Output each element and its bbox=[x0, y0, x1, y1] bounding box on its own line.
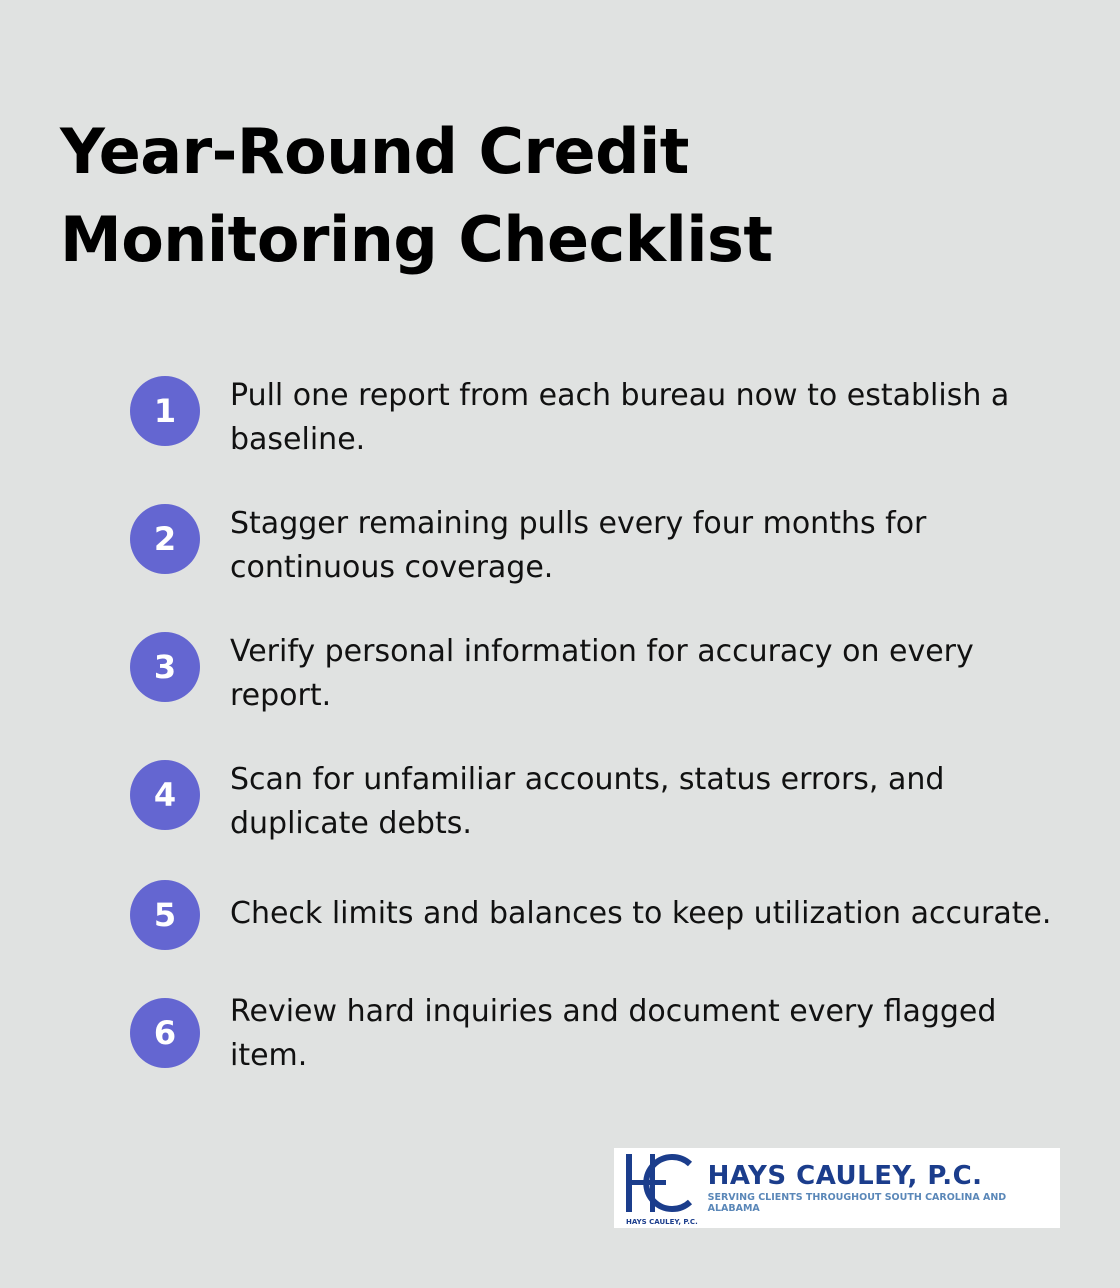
step-number-badge: 2 bbox=[130, 504, 200, 574]
checklist-item bbox=[130, 376, 1050, 462]
checklist-item bbox=[130, 994, 1010, 1078]
step-number-badge: 3 bbox=[130, 632, 200, 702]
step-text: Scan for unfamiliar accounts, status errors, and duplicate debts. bbox=[230, 762, 945, 841]
step-text: Pull one report from each bureau now to establish a baseline. bbox=[230, 378, 1010, 457]
logo-caption: HAYS CAULEY, P.C. bbox=[626, 1218, 698, 1226]
step-number-badge: 1 bbox=[130, 376, 200, 446]
step-text: Verify personal information for accuracy on every report. bbox=[230, 634, 974, 713]
step-text: Stagger remaining pulls every four months for continuous coverage. bbox=[230, 506, 927, 585]
checklist-item bbox=[130, 504, 950, 590]
logo-tagline: SERVING CLIENTS THROUGHOUT SOUTH CAROLINA AND ALABAMA bbox=[707, 1192, 1007, 1214]
company-logo bbox=[614, 1148, 1060, 1228]
step-text: Check limits and balances to keep utilization accurate. bbox=[230, 896, 1052, 931]
checklist-item bbox=[130, 760, 970, 846]
step-number-badge: 6 bbox=[130, 998, 200, 1068]
step-text: Review hard inquiries and document every flagged item. bbox=[230, 994, 997, 1073]
step-number-badge: 4 bbox=[130, 760, 200, 830]
hc-monogram-icon bbox=[624, 1148, 704, 1228]
checklist-item bbox=[130, 880, 1080, 950]
step-number-badge: 5 bbox=[130, 880, 200, 950]
logo-name: HAYS CAULEY, P.C. bbox=[707, 1161, 983, 1191]
checklist-item bbox=[130, 632, 990, 718]
page-title: Year-Round Credit Monitoring Checklist bbox=[60, 115, 773, 276]
